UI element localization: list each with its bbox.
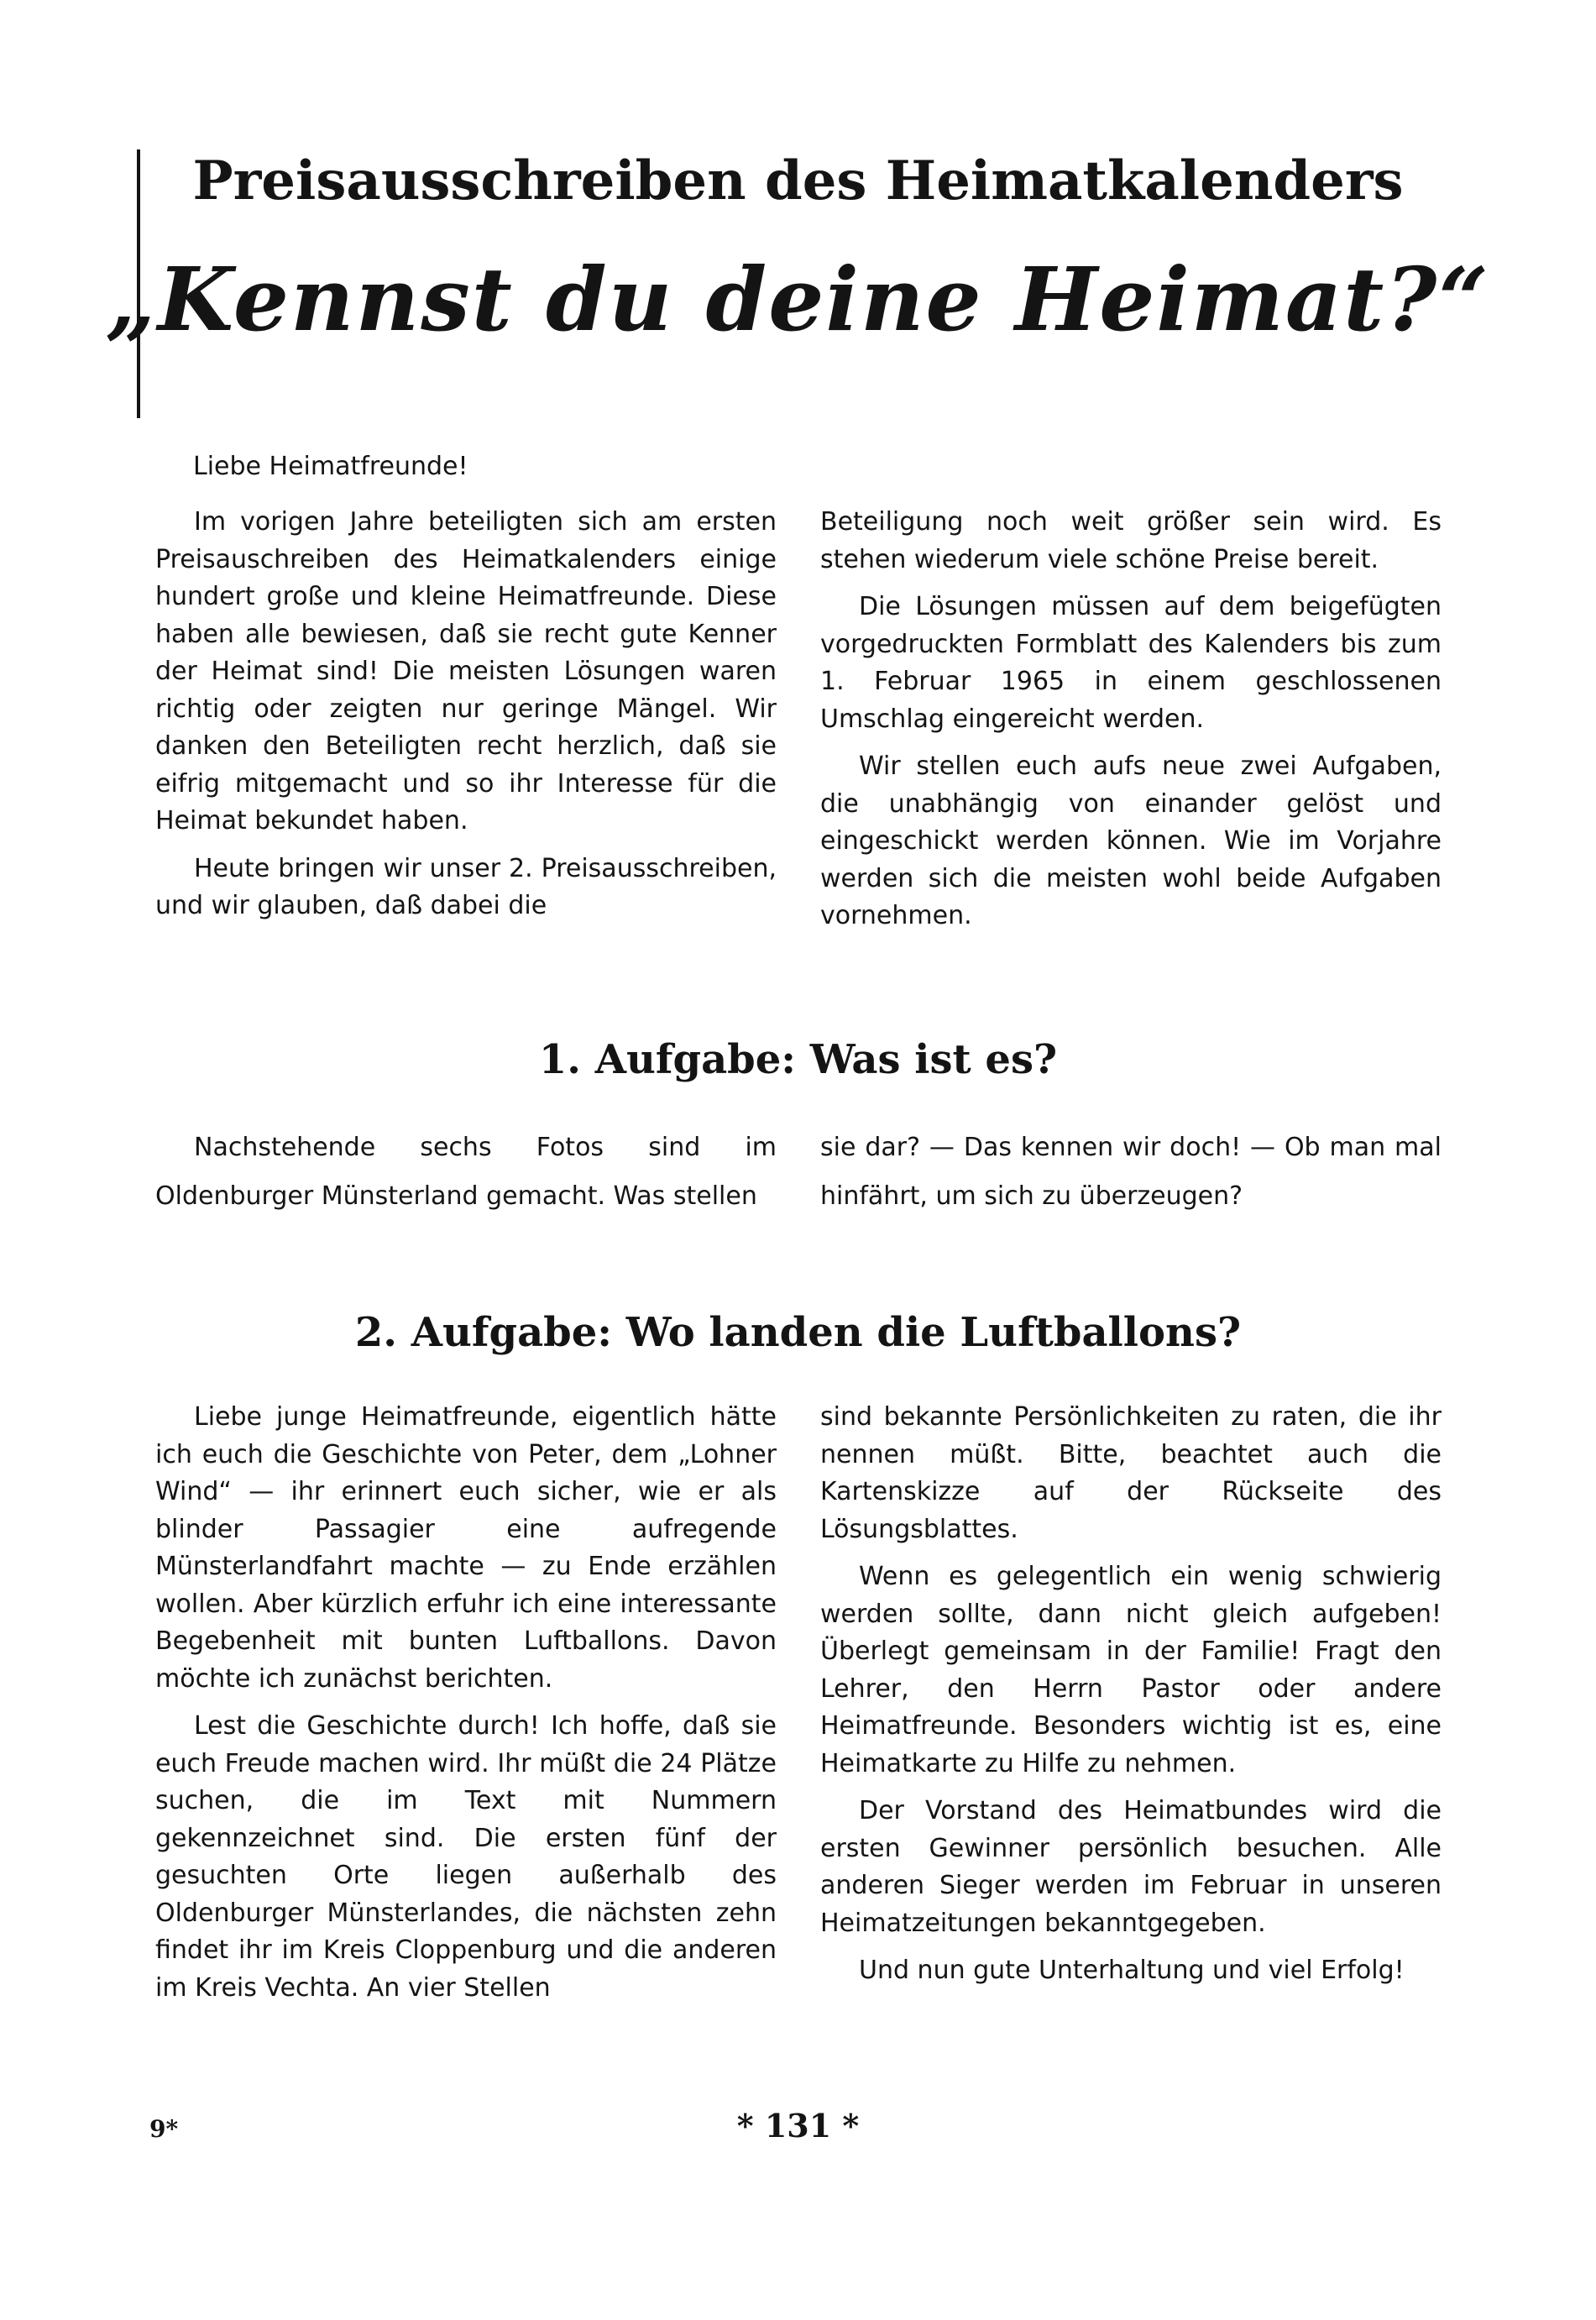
paragraph: sie dar? — Das kennen wir doch! — Ob man mal hinfährt, um sich zu überzeugen? — [820, 1133, 1442, 1211]
paragraph: Nachstehende sechs Fotos sind im Oldenburger Münsterland gemacht. Was stellen — [155, 1133, 777, 1211]
task1-left-column — [155, 1123, 777, 1221]
page-title: Preisausschreiben des Heimatkalenders — [192, 149, 1404, 212]
paragraph: Beteiligung noch weit größer sein wird. Es stehen wiederum viele schöne Preise bereit. — [820, 507, 1442, 574]
paragraph: Die Lösungen müssen auf dem beigefügten vorgedruckten Formblatt des Kalenders bis zum 1. Februar 1965 in einem geschlossenen Umschlag eingereicht werden. — [820, 592, 1442, 734]
paragraph: Heute bringen wir unser 2. Preisausschreiben, und wir glauben, daß dabei die — [155, 853, 777, 920]
paragraph: Liebe junge Heimatfreunde, eigentlich hätte ich euch die Geschichte von Peter, dem „Lohner Wind“ — ihr erinnert euch sicher, wie er als blinder Passagier eine aufregende Münsterlandfahrt machte — zu Ende erzählen wollen. Aber kürzlich erfuhr ich eine interessante Begebenheit mit bunten Luftballons. Davon möchte ich zunächst berichten. — [155, 1402, 777, 1694]
paragraph: Wir stellen euch aufs neue zwei Aufgaben, die unabhängig von einander gelöst und eingeschickt werden können. Wie im Vorjahre werden sich die meisten wohl beide Aufgaben vornehmen. — [820, 752, 1442, 930]
page-subtitle: „Kennst du deine Heimat?“ — [105, 248, 1491, 351]
page-number: * 131 * — [736, 2107, 860, 2145]
intro-left-column — [155, 504, 777, 925]
paragraph: Wenn es gelegentlich ein wenig schwierig werden sollte, dann nicht gleich aufgeben! Überlegt gemeinsam in der Familie! Fragt den Lehrer, den Herrn Pastor oder andere Heimatfreunde. Besonders wichtig ist es, eine Heimatkarte zu Hilfe zu nehmen. — [820, 1562, 1442, 1778]
paragraph: sind bekannte Persönlichkeiten zu raten, die ihr nennen müßt. Bitte, beachtet auch die Kartenskizze auf der Rückseite des Lösungsblattes. — [820, 1402, 1442, 1544]
signature-mark: 9* — [149, 2115, 179, 2143]
task2-left-column — [155, 1399, 777, 2007]
intro-right-column — [820, 504, 1442, 935]
task2-right-column — [820, 1399, 1442, 1990]
greeting: Liebe Heimatfreunde! — [193, 452, 468, 481]
paragraph: Der Vorstand des Heimatbundes wird die ersten Gewinner persönlich besuchen. Alle anderen Sieger werden im Februar in unseren Heimatzeitungen bekanntgegeben. — [820, 1796, 1442, 1938]
paragraph: Im vorigen Jahre beteiligten sich am ersten Preisauschreiben des Heimatkalenders einige hundert große und kleine Heimatfreunde. Diese haben alle bewiesen, daß sie recht gute Kenner der Heimat sind! Die meisten Lösungen waren richtig oder zeigten nur geringe Mängel. Wir danken den Beteiligten recht herzlich, daß sie eifrig mitgemacht und so ihr Interesse für die Heimat bekundet haben. — [155, 507, 777, 835]
paragraph: Und nun gute Unterhaltung und viel Erfolg! — [859, 1956, 1405, 1985]
task1-right-column — [820, 1123, 1442, 1221]
task2-heading: 2. Aufgabe: Wo landen die Luftballons? — [354, 1309, 1242, 1356]
paragraph: Lest die Geschichte durch! Ich hoffe, daß sie euch Freude machen wird. Ihr müßt die 24 Plätze suchen, die im Text mit Nummern gekennzeichnet sind. Die ersten fünf der gesuchten Orte liegen außerhalb des Oldenburger Münsterlandes, die nächsten zehn findet ihr im Kreis Cloppenburg und die anderen im Kreis Vechta. An vier Stellen — [155, 1711, 777, 2003]
task1-heading: 1. Aufgabe: Was ist es? — [538, 1036, 1058, 1083]
